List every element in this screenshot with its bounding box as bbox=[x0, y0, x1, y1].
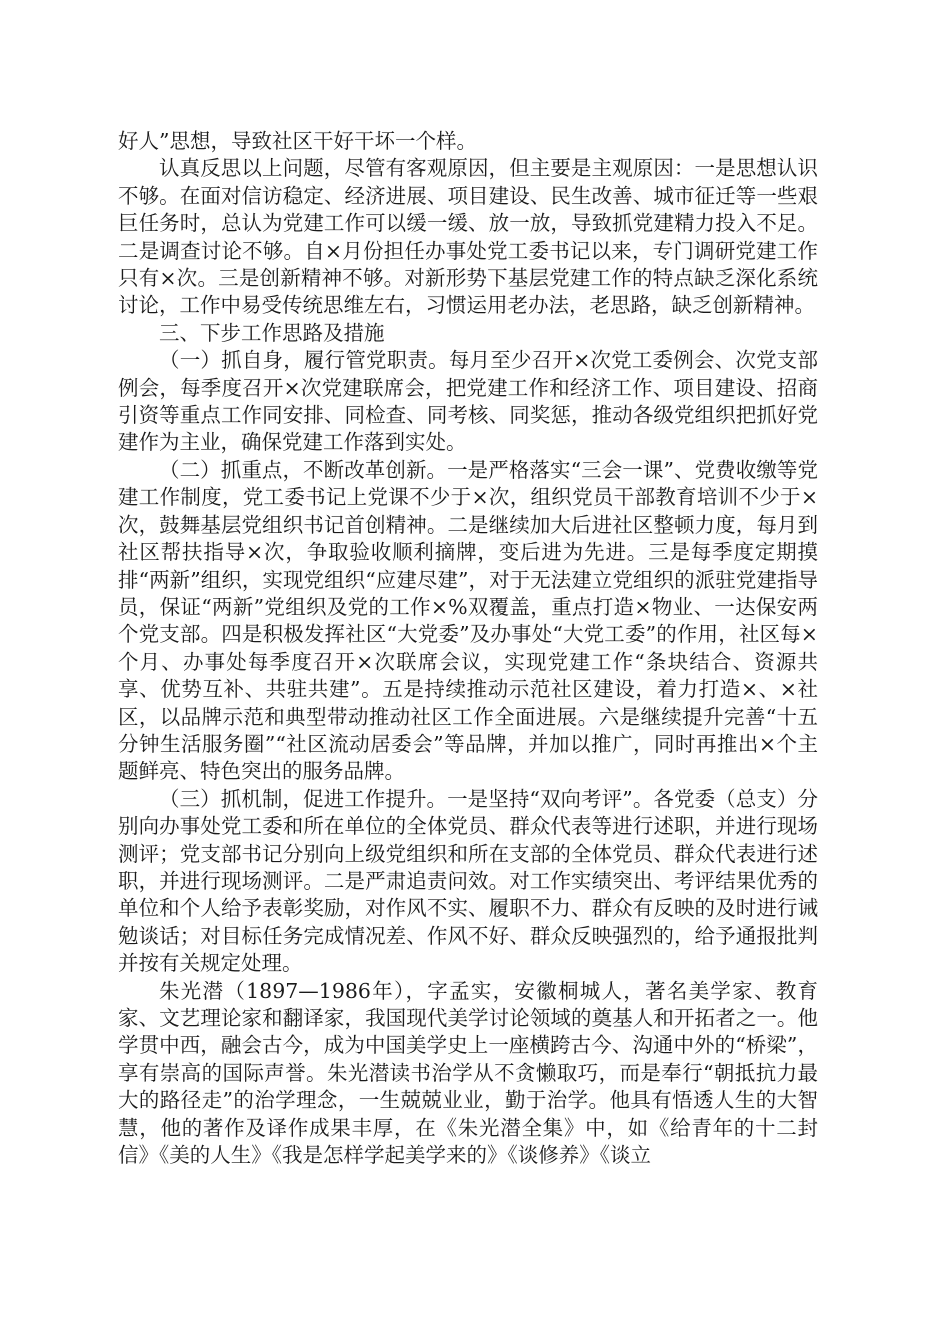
paragraph-measure-2: （二）抓重点，不断改革创新。一是严格落实“三会一课”、党费收缴等党建工作制度，党工委书记上党课不少于×次，组织党员干部教育培训不少于×次，鼓舞基层党组织书记首创精神。二是继续加大后进社区整顿力度，每月到社区帮扶指导×次，争取验收顺利摘牌，变后进为先进。三是每季度定期摸排“两新”组织，实现党组织“应建尽建”，对于无法建立党组织的派驻党建指导员，保证“两新”党组织及党的工作×%双覆盖，重点打造×物业、一达保安两个党支部。四是积极发挥社区“大党委”及办事处“大党工委”的作用，社区每×个月、办事处每季度召开×次联席会议，实现党建工作“条块结合、资源共享、优势互补、共驻共建”。五是持续推动示范社区建设，着力打造×、×社区，以品牌示范和典型带动推动社区工作全面进展。六是继续提升完善“十五分钟生活服务圈”“社区流动居委会”等品牌，并加以推广，同时再推出×个主题鲜亮、特色突出的服务品牌。 bbox=[118, 457, 818, 784]
paragraph-measure-1: （一）抓自身，履行管党职责。每月至少召开×次党工委例会、次党支部例会，每季度召开×次党建联席会，把党建工作和经济工作、项目建设、招商引资等重点工作同安排、同检查、同考核、同奖惩，推动各级党组织把抓好党建作为主业，确保党建工作落到实处。 bbox=[118, 348, 818, 455]
paragraph-reflection: 认真反思以上问题，尽管有客观原因，但主要是主观原因：一是思想认识不够。在面对信访稳定、经济进展、项目建设、民生改善、城市征迁等一些艰巨任务时，总认为党建工作可以缓一缓、放一放，导致抓党建精力投入不足。二是调查讨论不够。自×月份担任办事处党工委书记以来，专门调研党建工作只有×次。三是创新精神不够。对新形势下基层党建工作的特点缺乏深化系统讨论，工作中易受传统思维左右，习惯运用老办法，老思路，缺乏创新精神。 bbox=[118, 156, 818, 318]
paragraph-zhu-guangqian: 朱光潜（1897—1986年），字孟实，安徽桐城人，著名美学家、教育家、文艺理论家和翻译家，我国现代美学讨论领域的奠基人和开拓者之一。他学贯中西，融会古今，成为中国美学史上一座横跨古今、沟通中外的“桥梁”，享有崇高的国际声誉。朱光潜读书治学从不贪懒取巧，而是奉行“朝抵抗力最大的路径走”的治学理念，一生兢兢业业，勤于治学。他具有悟透人生的大智慧，他的著作及译作成果丰厚，在《朱光潜全集》中，如《给青年的十二封信》《美的人生》《我是怎样学起美学来的》《谈修养》《谈立 bbox=[118, 978, 818, 1168]
section-heading-next-steps: 三、下步工作思路及措施 bbox=[159, 320, 385, 345]
paragraph-measure-3: （三）抓机制，促进工作提升。一是坚持“双向考评”。各党委（总支）分别向办事处党工委和所在单位的全体党员、群众代表等进行述职，并进行现场测评；党支部书记分别向上级党组织和所在支部的全体党员、群众代表进行述职，并进行现场测评。二是严肃追责问效。对工作实绩突出、考评结果优秀的单位和个人给予表彰奖励，对作风不实、履职不力、群众有反映的及时进行诫勉谈话；对目标任务完成情况差、作风不好、群众反映强烈的，给予通报批判并按有关规定处理。 bbox=[118, 786, 818, 976]
document-body bbox=[118, 128, 818, 1169]
paragraph-continuation: 好人”思想，导致社区干好干坏一个样。 bbox=[118, 129, 477, 153]
